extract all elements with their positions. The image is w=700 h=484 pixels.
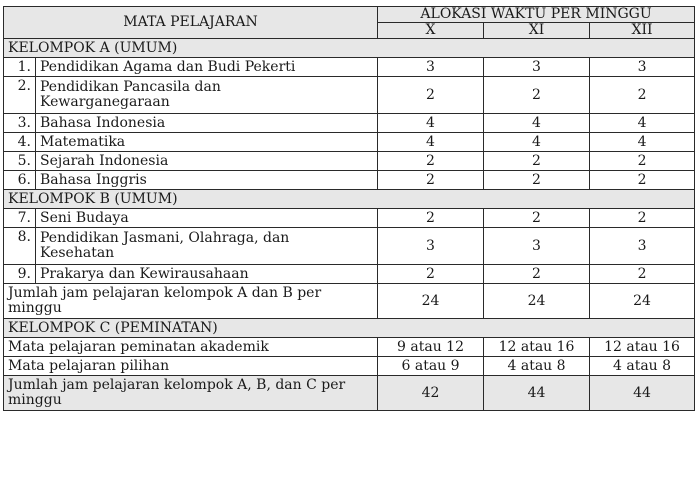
- group-a-title: KELOMPOK A (UMUM): [4, 39, 695, 58]
- grade-header-x: X: [378, 23, 484, 39]
- hours-x: 2: [378, 265, 484, 284]
- table-row: [4, 265, 695, 284]
- hours-xii: 3: [590, 58, 695, 77]
- hours-xii: 12 atau 16: [590, 338, 695, 357]
- hours-x: 2: [378, 171, 484, 190]
- row-number: 9.: [4, 265, 36, 284]
- total-abc-x: 42: [378, 376, 484, 411]
- total-ab-label: Jumlah jam pelajaran kelompok A dan B per minggu: [4, 284, 378, 319]
- hours-x: 2: [378, 152, 484, 171]
- hours-xi: 4 atau 8: [484, 357, 590, 376]
- subject-name: Matematika: [36, 133, 378, 152]
- total-abc-xii: 44: [590, 376, 695, 411]
- row-number: 7.: [4, 209, 36, 228]
- hours-x: 4: [378, 133, 484, 152]
- table-row: [4, 77, 695, 114]
- group-b-title: KELOMPOK B (UMUM): [4, 190, 695, 209]
- total-ab-row: [4, 284, 695, 319]
- hours-x: 6 atau 9: [378, 357, 484, 376]
- time-allocation-header: ALOKASI WAKTU PER MINGGU: [378, 7, 695, 23]
- subject-name: Pendidikan Pancasila dan Kewarganegaraan: [36, 77, 378, 114]
- total-ab-xi: 24: [484, 284, 590, 319]
- hours-x: 2: [378, 209, 484, 228]
- table-row: [4, 58, 695, 77]
- hours-xii: 2: [590, 265, 695, 284]
- table-row: [4, 228, 695, 265]
- hours-xi: 2: [484, 77, 590, 114]
- table-row: [4, 133, 695, 152]
- row-number: 6.: [4, 171, 36, 190]
- row-number: 5.: [4, 152, 36, 171]
- hours-x: 3: [378, 58, 484, 77]
- hours-xii: 4 atau 8: [590, 357, 695, 376]
- hours-xi: 3: [484, 228, 590, 265]
- subject-name: Prakarya dan Kewirausahaan: [36, 265, 378, 284]
- table-row: [4, 152, 695, 171]
- row-number: 4.: [4, 133, 36, 152]
- subject-header: MATA PELAJARAN: [4, 7, 378, 39]
- hours-xii: 2: [590, 171, 695, 190]
- group-c-title: KELOMPOK C (PEMINATAN): [4, 319, 695, 338]
- table-row: [4, 171, 695, 190]
- hours-xi: 2: [484, 209, 590, 228]
- grade-header-xii: XII: [590, 23, 695, 39]
- subject-name: Mata pelajaran pilihan: [4, 357, 378, 376]
- hours-xi: 4: [484, 114, 590, 133]
- total-abc-label: Jumlah jam pelajaran kelompok A, B, dan C per minggu: [4, 376, 378, 411]
- subject-name: Bahasa Inggris: [36, 171, 378, 190]
- hours-x: 9 atau 12: [378, 338, 484, 357]
- hours-xi: 4: [484, 133, 590, 152]
- table-row: [4, 114, 695, 133]
- subject-name: Sejarah Indonesia: [36, 152, 378, 171]
- hours-xii: 3: [590, 228, 695, 265]
- hours-xi: 3: [484, 58, 590, 77]
- subject-name: Seni Budaya: [36, 209, 378, 228]
- row-number: 2.: [4, 77, 36, 114]
- hours-x: 2: [378, 77, 484, 114]
- subject-name: Pendidikan Jasmani, Olahraga, dan Kesehatan: [36, 228, 378, 265]
- curriculum-table: [3, 6, 695, 411]
- table-row: [4, 209, 695, 228]
- hours-xii: 2: [590, 77, 695, 114]
- total-abc-xi: 44: [484, 376, 590, 411]
- total-ab-x: 24: [378, 284, 484, 319]
- row-number: 1.: [4, 58, 36, 77]
- hours-x: 3: [378, 228, 484, 265]
- hours-xi: 12 atau 16: [484, 338, 590, 357]
- hours-xi: 2: [484, 171, 590, 190]
- hours-x: 4: [378, 114, 484, 133]
- hours-xii: 4: [590, 133, 695, 152]
- total-ab-xii: 24: [590, 284, 695, 319]
- hours-xii: 4: [590, 114, 695, 133]
- subject-name: Bahasa Indonesia: [36, 114, 378, 133]
- row-number: 3.: [4, 114, 36, 133]
- hours-xi: 2: [484, 152, 590, 171]
- hours-xi: 2: [484, 265, 590, 284]
- subject-name: Mata pelajaran peminatan akademik: [4, 338, 378, 357]
- hours-xii: 2: [590, 152, 695, 171]
- row-number: 8.: [4, 228, 36, 265]
- subject-name: Pendidikan Agama dan Budi Pekerti: [36, 58, 378, 77]
- table-row: [4, 357, 695, 376]
- table-row: [4, 338, 695, 357]
- total-abc-row: [4, 376, 695, 411]
- grade-header-xi: XI: [484, 23, 590, 39]
- hours-xii: 2: [590, 209, 695, 228]
